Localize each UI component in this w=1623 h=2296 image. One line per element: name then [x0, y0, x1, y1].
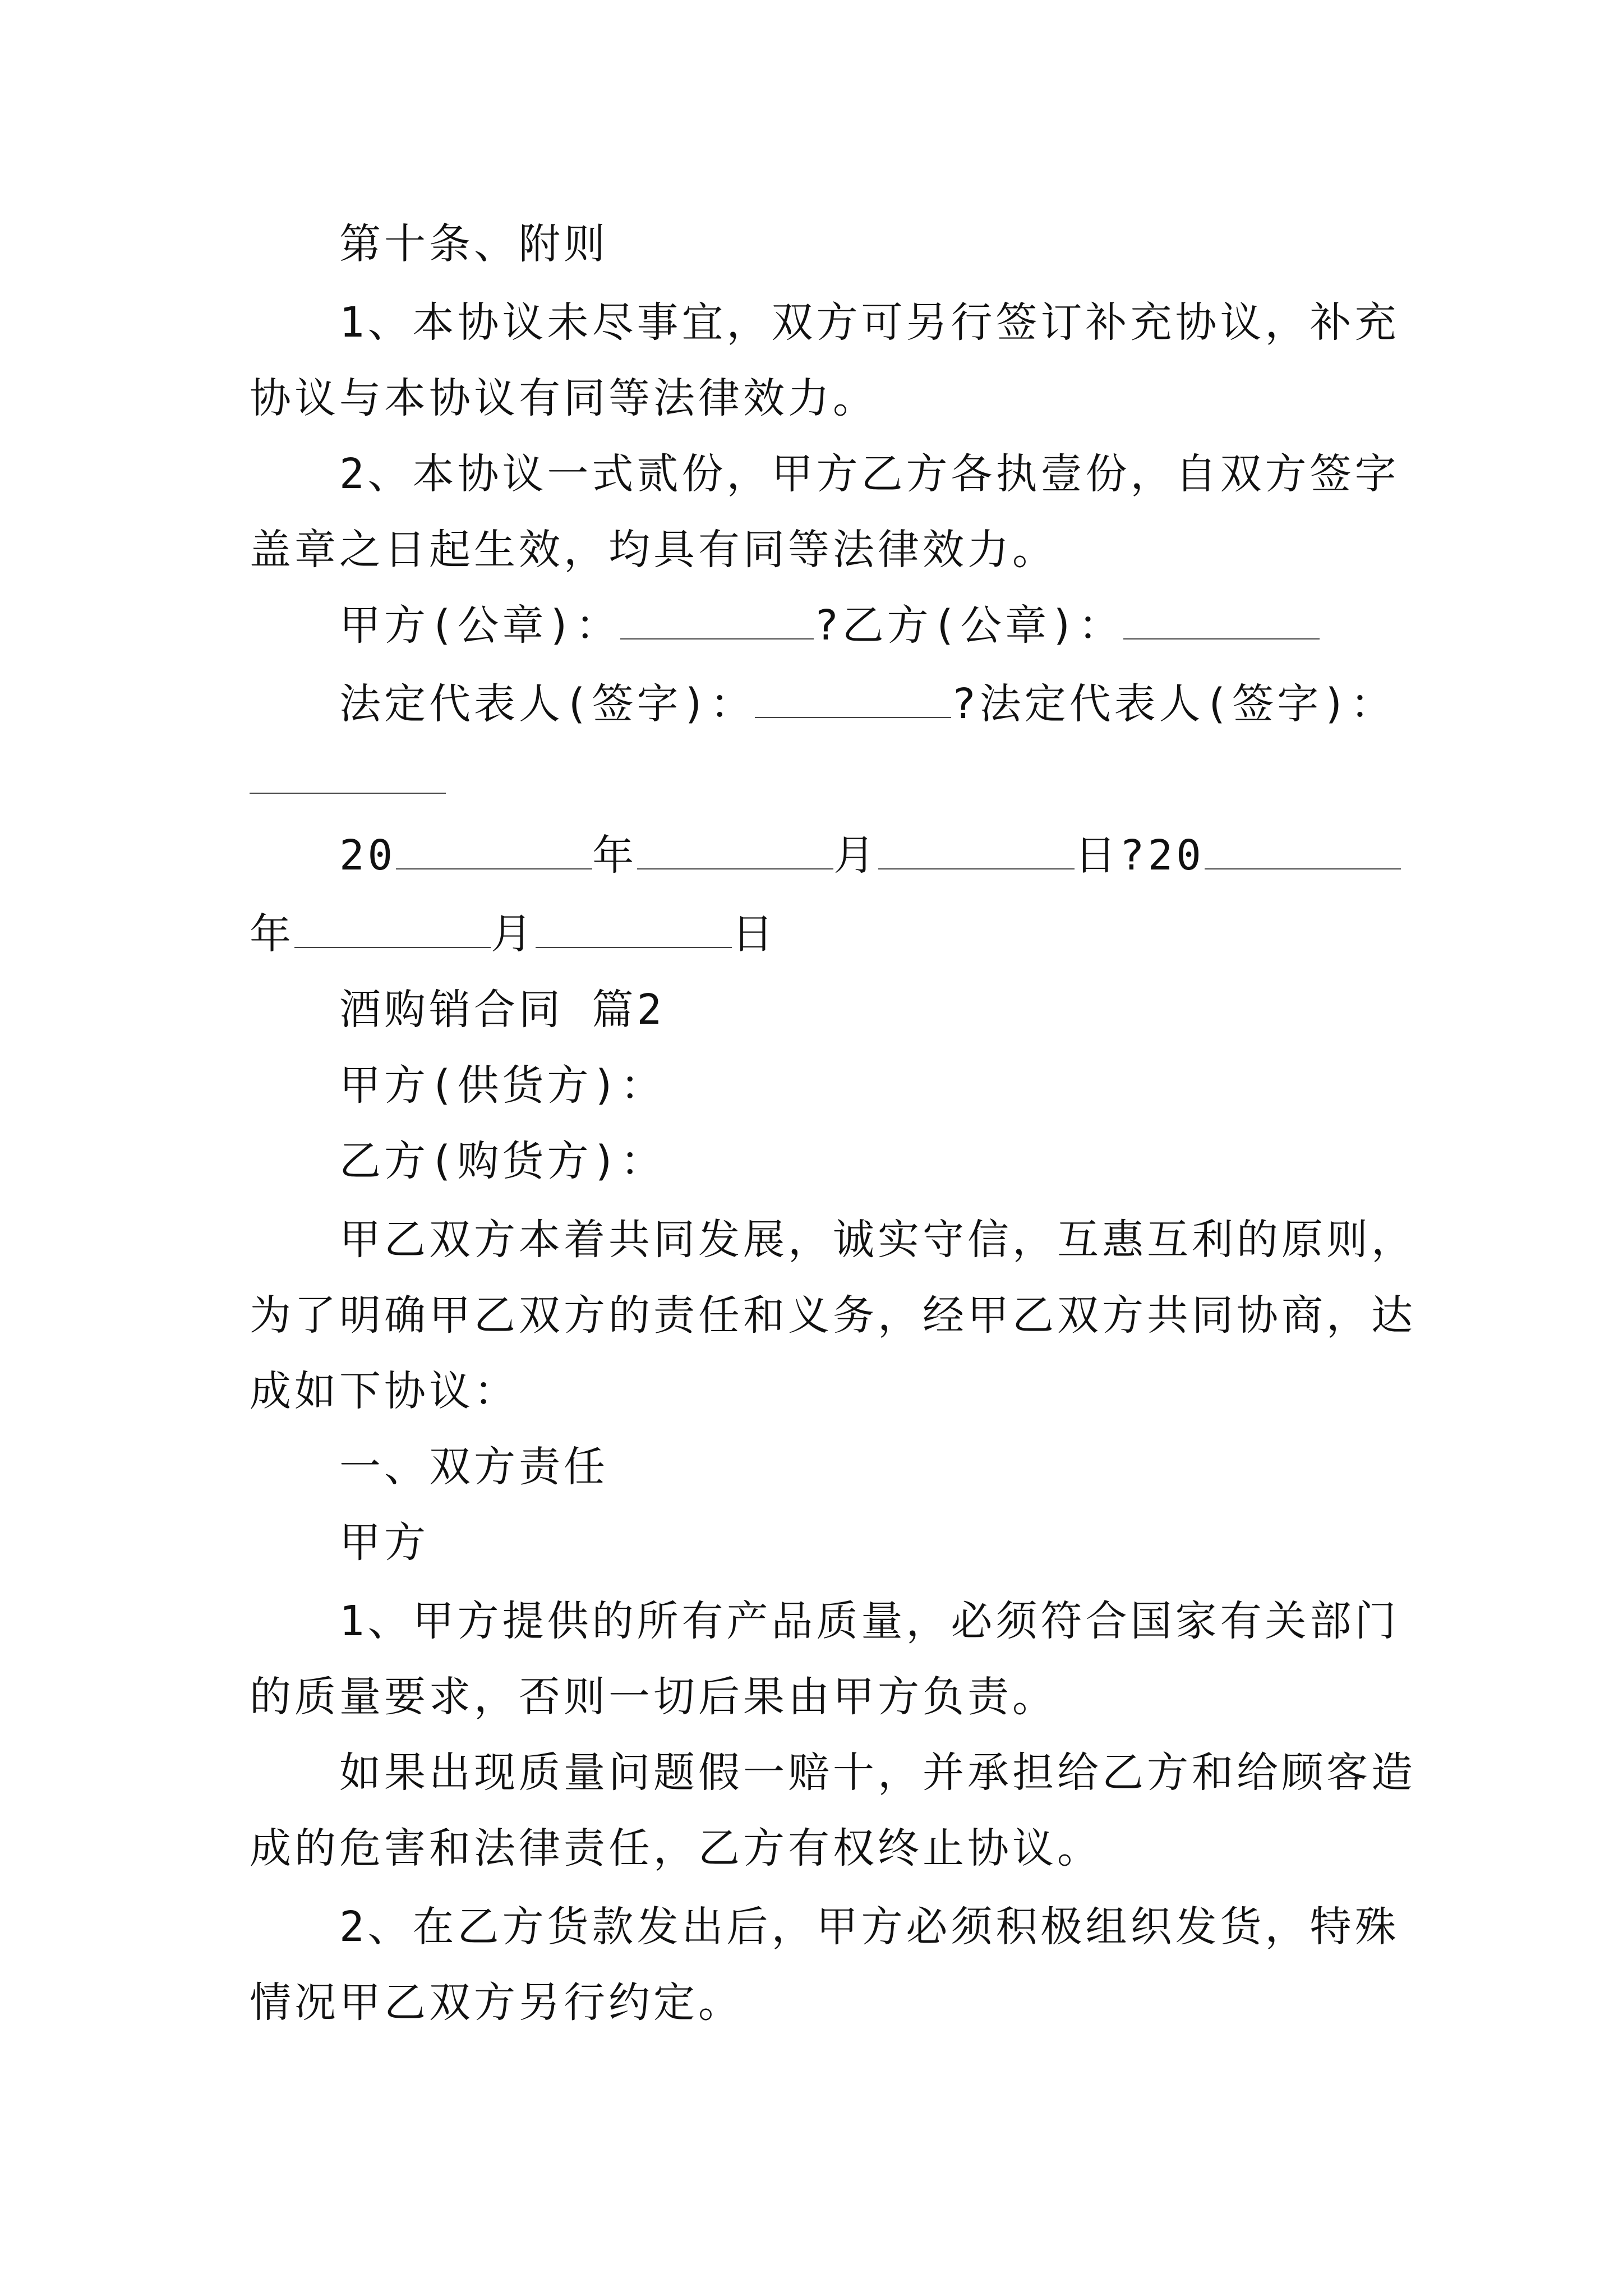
year-blank[interactable] — [396, 834, 592, 869]
paragraph-line — [250, 1975, 743, 2031]
second-month-blank[interactable] — [294, 912, 491, 948]
month-blank[interactable] — [637, 834, 833, 869]
paragraph-line — [339, 295, 1400, 351]
subsection-heading — [339, 1439, 608, 1495]
day-label-and-second-year-prefix: 日?20 — [1075, 831, 1205, 880]
party-a-representative-blank[interactable] — [755, 682, 951, 718]
text: 甲方 — [339, 1519, 429, 1567]
representative-line-continued — [250, 752, 446, 808]
party-b-buyer — [339, 1133, 665, 1189]
paragraph-line — [250, 1820, 1102, 1876]
party-seal-line — [339, 597, 1320, 654]
paragraph-line — [339, 1212, 1416, 1268]
representative-line — [339, 676, 1395, 732]
year-label: 年 — [592, 831, 638, 880]
paragraph-line — [339, 1745, 1416, 1801]
date-line-continued — [250, 906, 777, 962]
party-b-representative-label: ?法定代表人(签字)： — [951, 680, 1395, 728]
text: 成如下协议： — [250, 1367, 519, 1415]
paragraph-line — [339, 446, 1400, 502]
text: 协议与本协议有同等法律效力。 — [250, 374, 878, 422]
date-year-prefix: 20 — [339, 831, 396, 880]
text: 2、在乙方货款发出后，甲方必须积极组织发货，特殊 — [339, 1903, 1400, 1951]
party-a-seal-blank[interactable] — [620, 604, 814, 639]
text: 酒购销合同 篇2 — [339, 986, 666, 1034]
text: 甲方(供货方)： — [339, 1061, 666, 1110]
month-label: 月 — [491, 910, 536, 958]
text: 一、双方责任 — [339, 1443, 608, 1491]
paragraph-line — [339, 1899, 1400, 1955]
paragraph-line — [250, 1363, 519, 1419]
day-label: 日 — [732, 910, 777, 958]
second-day-blank[interactable] — [536, 912, 732, 948]
date-line — [339, 827, 1401, 884]
paragraph-line — [250, 522, 1057, 578]
paragraph-line — [250, 370, 878, 426]
text: 甲乙双方本着共同发展，诚实守信，互惠互利的原则， — [339, 1216, 1416, 1264]
party-heading — [339, 1515, 429, 1571]
text: 1、甲方提供的所有产品质量，必须符合国家有关部门 — [339, 1597, 1400, 1645]
text: 的质量要求，否则一切后果由甲方负责。 — [250, 1673, 1057, 1721]
month-label: 月 — [833, 831, 879, 880]
article-ten-heading — [339, 216, 608, 272]
paragraph-line — [339, 1593, 1400, 1649]
party-b-seal-blank[interactable] — [1123, 604, 1320, 639]
text: 如果出现质量问题假一赔十，并承担给乙方和给顾客造 — [339, 1749, 1416, 1797]
year-label: 年 — [250, 910, 294, 958]
text: 盖章之日起生效，均具有同等法律效力。 — [250, 526, 1057, 574]
party-a-seal-label: 甲方(公章)： — [339, 601, 621, 650]
text: 为了明确甲乙双方的责任和义务，经甲乙双方共同协商，达 — [250, 1291, 1416, 1340]
party-b-representative-blank[interactable] — [250, 758, 446, 794]
text: 情况甲乙双方另行约定。 — [250, 1978, 743, 2027]
party-a-representative-label: 法定代表人(签字)： — [339, 680, 755, 728]
day-blank[interactable] — [878, 834, 1075, 869]
section-title — [339, 982, 665, 1038]
second-year-blank[interactable] — [1205, 834, 1401, 869]
party-b-seal-label: ?乙方(公章)： — [814, 601, 1123, 650]
paragraph-line — [250, 1669, 1057, 1725]
text: 2、本协议一式贰份，甲方乙方各执壹份，自双方签字 — [339, 450, 1400, 498]
text: 乙方(购货方)： — [339, 1137, 666, 1185]
text: 1、本协议未尽事宜，双方可另行签订补充协议，补充 — [339, 298, 1400, 347]
paragraph-line — [250, 1287, 1416, 1343]
text: 成的危害和法律责任，乙方有权终止协议。 — [250, 1824, 1102, 1872]
party-a-supplier — [339, 1057, 665, 1114]
text: 第十条、附则 — [339, 220, 608, 268]
